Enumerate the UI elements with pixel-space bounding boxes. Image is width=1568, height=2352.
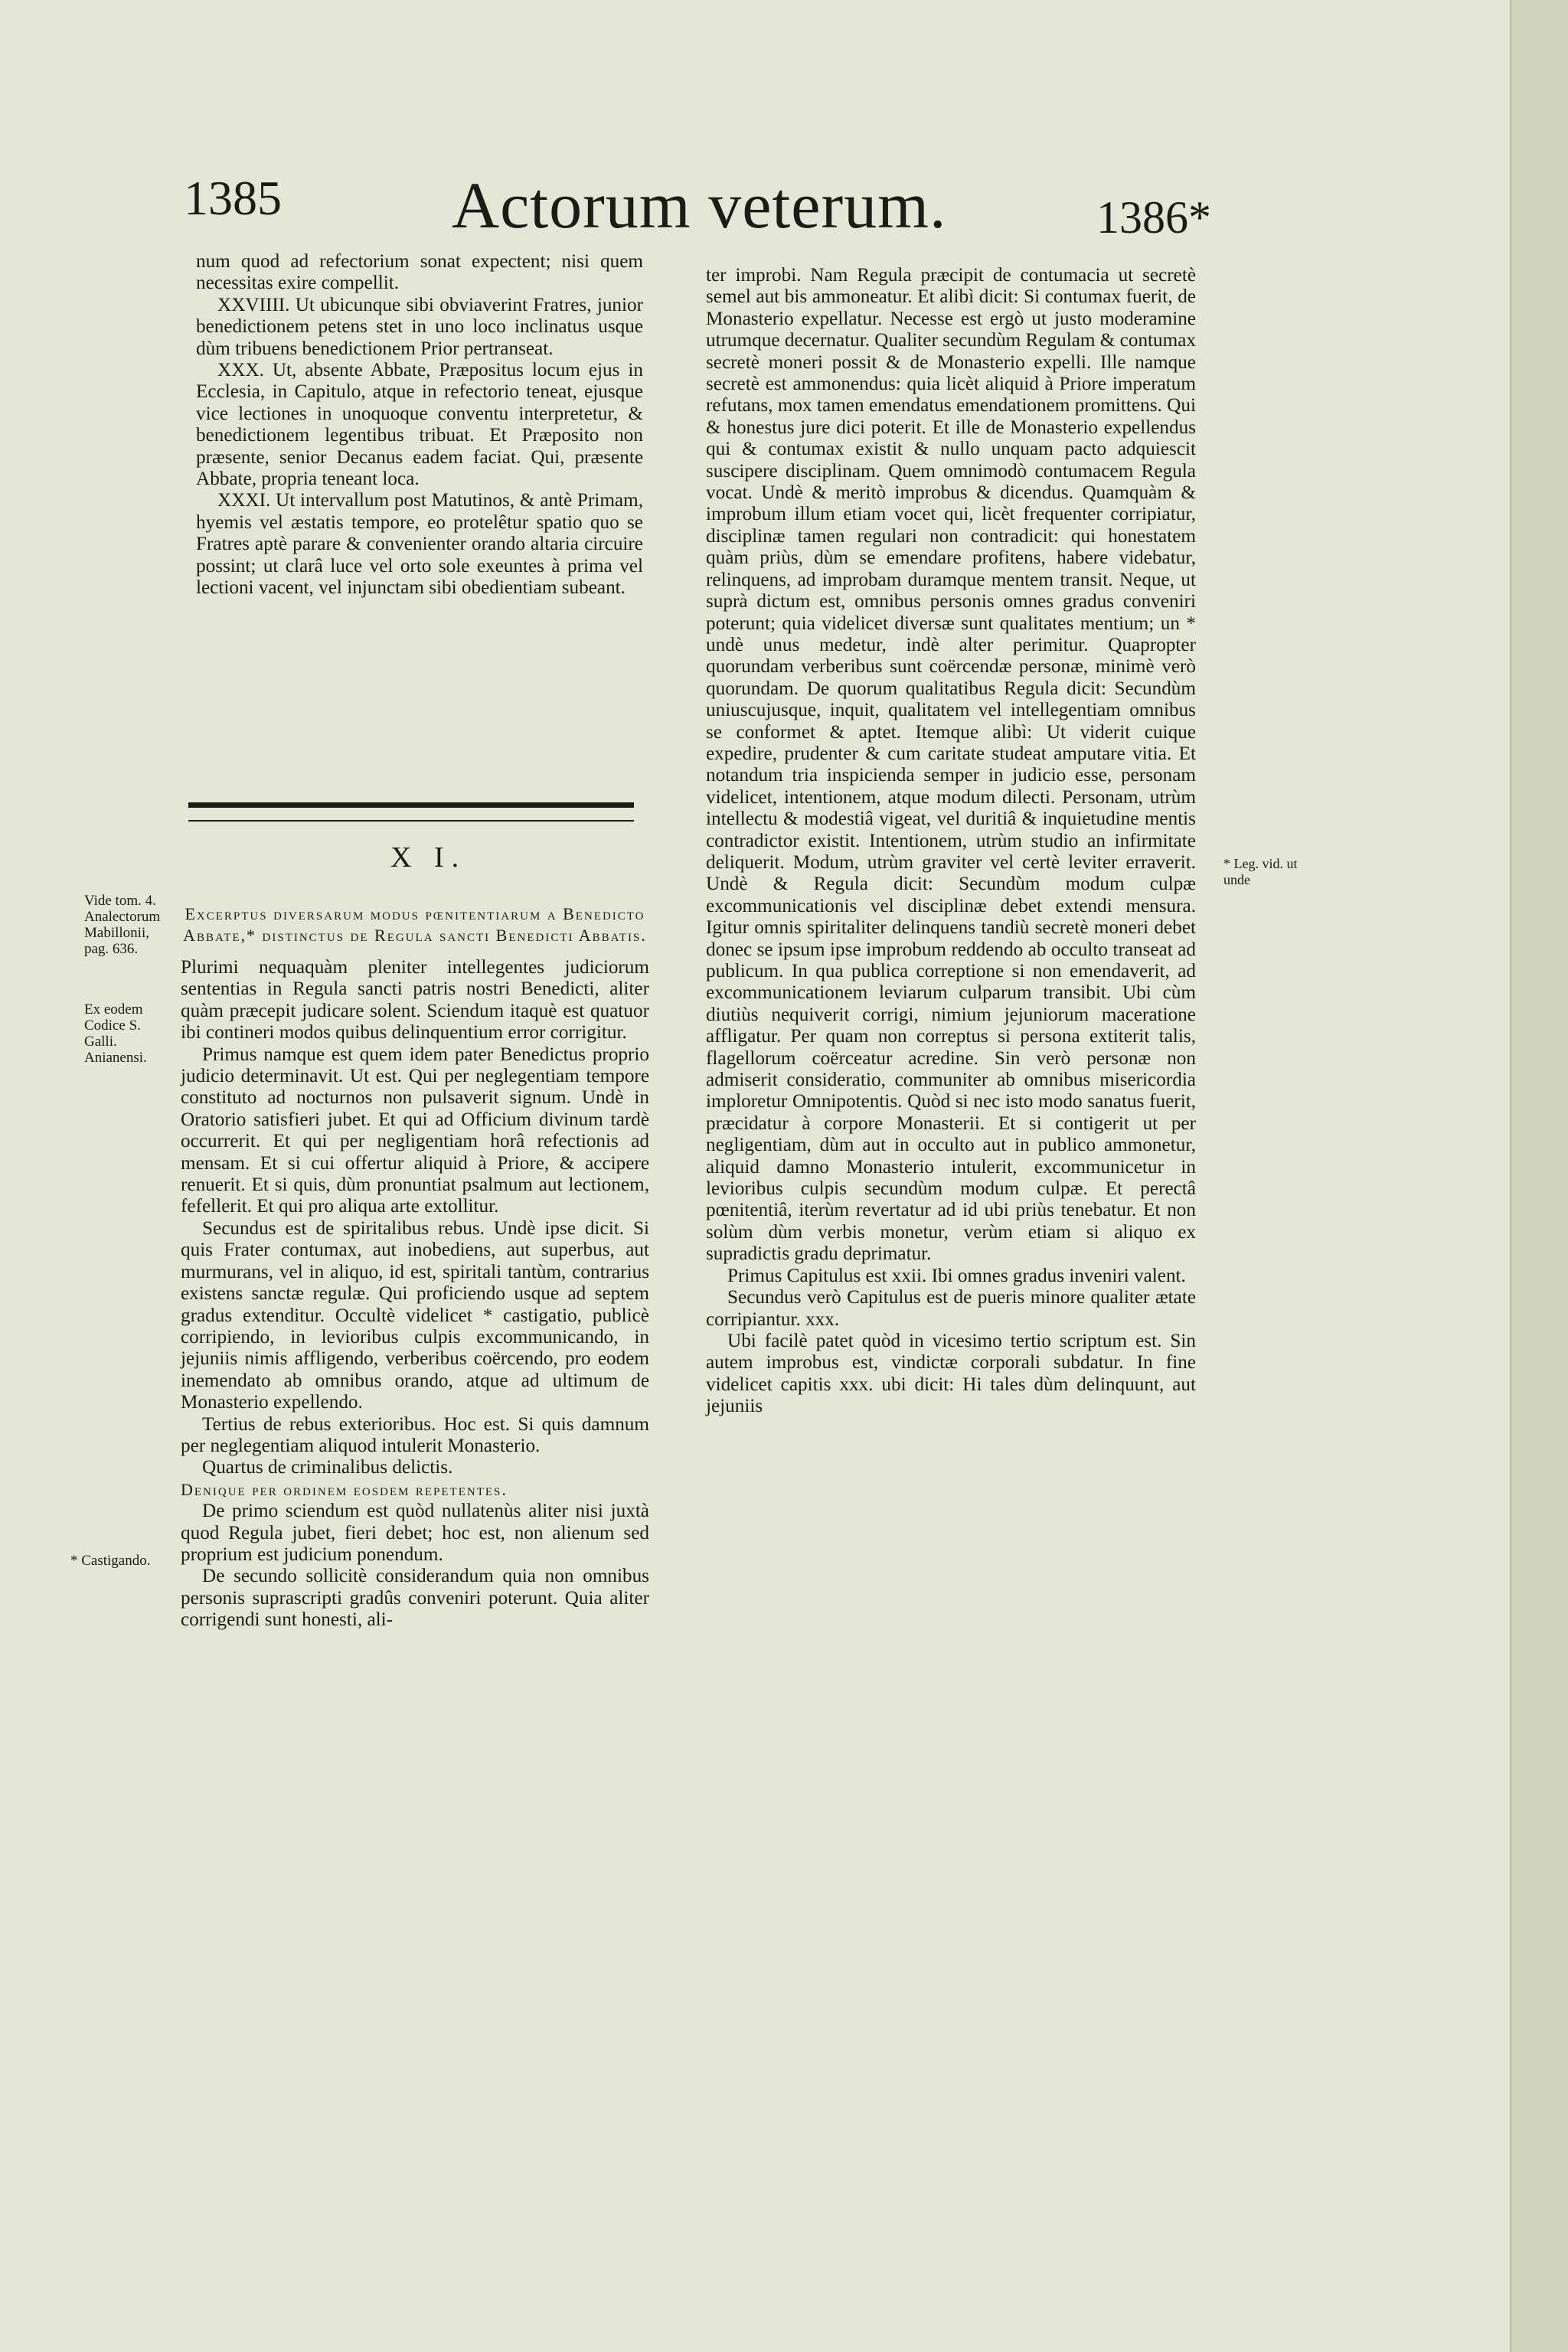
margin-note-ex-eodem: Ex eodem Codice S. Galli. Anianensi. [84,1001,147,1066]
paragraph: Primus namque est quem idem pater Benedictus proprio judicio determinavit. Ut est. Qui per neglegentiam tempore constituto ad nocturnos non pulsaverit signum. Undè in Oratorio satisfieri jubet. Et qui ad Officium divinum tardè occurrerit. Et qui per negligentiam horâ refectionis ad mensam. Et si cui offertur aliquid à Priore, & accipere renuerit. Et si quis, dùm pronuntiat psalmum aut lectionem, fefellerit. Et qui pro aliqua arte extollitur. [181,1044,649,1217]
paragraph: Tertius de rebus exterioribus. Hoc est. Si quis damnum per neglegentiam aliquod intulerit Monasterio. [181,1413,649,1456]
paragraph: Plurimi nequaquàm pleniter intellegentes judiciorum sententias in Regula sancti patris nostri Benedicti, aliter quàm præcepit judicare solent. Sciendum itaquè est quatuor ibi contineri modos quibus delinquentium error corrigitur. [181,957,649,1044]
page-number-right: 1386* [1096,192,1211,243]
left-column-main [181,903,649,1632]
margin-note-leg-vid: * Leg. vid. ut unde [1223,856,1298,887]
paragraph: Primus Capitulus est xxii. Ibi omnes gradus inveniri valent. [727,1265,1186,1286]
margin-note-castigando: * Castigando. [70,1553,151,1569]
right-column [706,265,1196,1418]
paragraph: XXXI. Ut intervallum post Matutinos, & antè Primam, hyemis vel æstatis tempore, eo protelêtur spatio quo se Fratres aptè parare & convenienter orando altaria circuire possint; ut clarâ luce vel orto sole exeuntes à prima vel lectioni vacent, vel injunctam sibi obedientiam subeant. [196,490,643,599]
section-number: X I. [390,841,467,874]
paragraph: Quartus de criminalibus delictis. [202,1457,453,1478]
paragraph: Secundus verò Capitulus est de pueris minore qualiter ætate corripiantur. xxx. [706,1287,1196,1330]
section-divider [188,802,634,822]
page-edge [1510,0,1568,2352]
margin-note-vide: Vide tom. 4. Analectorum Mabillonii, pag. 636. [84,893,161,957]
page-title: Actorum veterum. [452,168,947,242]
left-column-top [196,251,643,599]
page-number-left: 1385 [184,171,282,225]
paragraph: XXX. Ut, absente Abbate, Præpositus locum ejus in Ecclesia, in Capitulo, atque in refectorio teneat, ejusque vice lectiones in unoquoque conventu interpretetur, & benedictionem legentibus tribuat. Et Præposito non præsente, senior Decanus eadem faciat. Qui, præsente Abbate, propria teneant loca. [196,360,643,490]
paragraph: Secundus est de spiritalibus rebus. Undè ipse dicit. Si quis Frater contumax, aut inobediens, aut superbus, aut murmurans, vel in aliquo, id est, spiritali tantùm, contrarius existens sanctæ regulæ. Qui proficiendo usque ad septem gradus extenditur. Occultè videlicet * castigatio, publicè corripiendo, in levioribus culpis excommunicando, in jejuniis nimis affligendo, verberibus coërcendo, pro eodem inemendato ab omnibus orando, atque ad ultimum de Monasterio expellendo. [181,1217,649,1413]
paragraph: De secundo sollicitè considerandum quia non omnibus personis suprascripti gradûs conveniri poterunt. Quia aliter corrigendi sunt honesti, ali- [181,1566,649,1631]
paragraph: Ubi facilè patet quòd in vicesimo tertio scriptum est. Sin autem improbus est, vindictæ corporali subdatur. In fine videlicet capitis xxx. ubi dicit: Hi tales dùm delinquunt, aut jejuniis [706,1330,1196,1417]
paragraph: De primo sciendum est quòd nullatenùs aliter nisi juxtà quod Regula jubet, fieri debet; hoc est, non alienum sed proprium est judicium ponendum. [181,1501,649,1565]
paragraph: num quod ad refectorium sonat expectent; nisi quem necessitas exire compellit. [196,251,643,294]
paragraph: ter improbi. Nam Regula præcipit de contumacia ut secretè semel aut bis ammoneatur. Et alibì dicit: Si contumax fuerit, de Monasterio expellatur. Necesse est ergò ut justo moderamine utrumque decernatur. Qualiter secundùm Regulam & contumax secretè moneri possit & de Monasterio expelli. Ille namque secretè est ammonendus: quia licèt aliquid à Priore imperatum refutans, mox tamen emendatus emendationem promittens. Qui & honestus jure dici poterit. Et ille de Monasterio expellendus qui & contumax existit & nullo unquam pacto adquiescit suscipere disciplinam. Quem omnimodò contumacem Regula vocat. Undè & meritò improbus & dicendus. Quamquàm & improbum illum etiam vocet qui, licèt frequenter corripiatur, disciplinæ tamen regulari non contradicit: qui honestatem quàm priùs, dùm se emendare profitens, habere videbatur, relinquens, ad improbam duramque mentem transit. Neque, ut suprà dictum est, omnibus personis omnes gradus conveniri poterunt; quia videlicet diversæ sunt qualitates mentium; un * undè unus medetur, indè alter perimitur. Quapropter quorundam verberibus sunt coërcendæ personæ, minimè verò quorundam. De quorum qualitatibus Regula dicit: Secundùm uniuscujusque, inquit, qualitatem vel intellegentiam omnibus se conformet & aptet. Itemque alibì: Ut viderit cuique expedire, prudenter & cum caritate studeat amputare vitia. Et notandum tria inspicienda semper in judicio esse, personam videlicet, intentionem, atque modum dilecti. Personam, utrùm intellectu & modestiâ vigeat, vel duritiâ & inquietudine mentis contradictor existit. Intentionem, utrùm studio an infirmitate deliquerit. Modum, utrùm graviter vel certè leviter erraverit. Undè & Regula dicit: Secundùm modum culpæ excommunicationis vel disciplinæ debet extendi mensura. Igitur omnis spiritaliter delinquens tandiù secretè moneri debet donec se ipsum ipse improbum reddendo ab occulto transeat ad publicum. In qua publica correptione si non emendaverit, ad excommunicationem leviarum culparum transibit. Ubi cùm diutiùs nequiverit corrigi, nimium jejuniorum maceratione affligatur. Per quam non correptus si persona extiterit talis, flagellorum coërceatur acredine. Sin verò personæ non admiserit consideratio, communiter ab omnibus misericordia imploretur Omnipotentis. Quòd si nec isto modo sanatus fuerit, præcidatur à corpore Monasterii. Et si contigerit ut per negligentiam, dùm aut in occulto aut in publico ammonetur, aliquid damno Monasterio intulerit, excommunicetur in levioribus culpis secundùm modum culpæ. Et perectâ pœnitentiâ, iterùm revertatur ad id ubi priùs tenebatur. Et non solùm dùm verbis monetur, verùm etiam si aliquo ex supradictis gradu deprimatur. [706,265,1196,1265]
section-heading: Excerptus diversarum modus pœnitentiarum a Benedicto Abbate,* distinctus de Regula sancti Benedicti Abbatis. [183,904,647,945]
subheading: Denique per ordinem eosdem repetentes. [181,1479,508,1499]
paragraph: XXVIIII. Ut ubicunque sibi obviaverint Fratres, junior benedictionem petens stet in uno loco inclinatus usque dùm tribuens benedictionem Prior pertranseat. [196,294,643,359]
